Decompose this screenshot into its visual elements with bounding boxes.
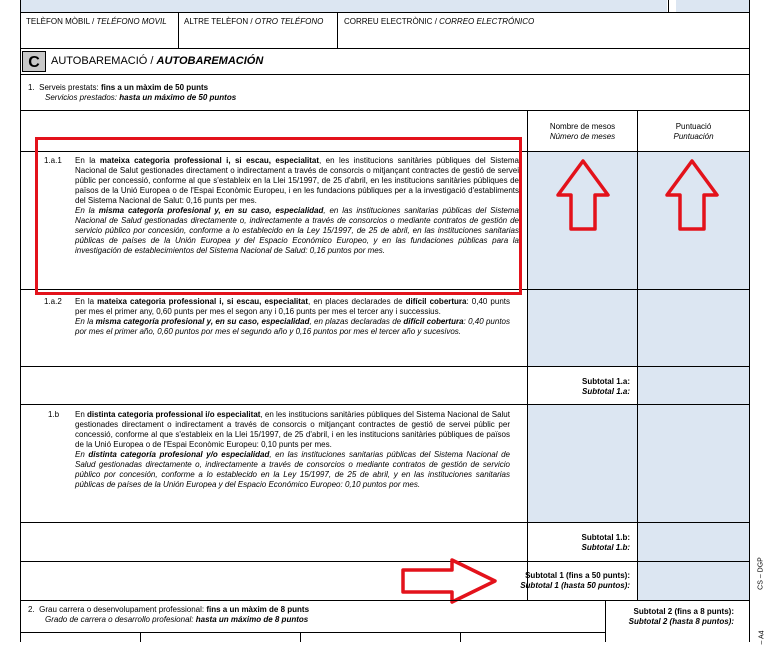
up-arrow-icon <box>555 158 611 232</box>
email-label: CORREU ELECTRÒNIC / CORREO ELECTRÓNICO <box>344 17 535 26</box>
subtotal-1-score-input[interactable] <box>638 562 749 600</box>
item2-heading: 2. Grau carrera o desenvolupament professional: fins a un màxim de 8 punts Grado de carrera o desarrollo profesional: hasta un máximo de 8 puntos <box>28 605 310 624</box>
mobile-phone-label: TELÈFON MÒBIL / TELÉFONO MOVIL <box>26 17 167 26</box>
right-arrow-icon <box>400 557 498 605</box>
row-1a2-score-input[interactable] <box>638 290 749 366</box>
score-column-header: Puntuació Puntuación <box>673 122 714 141</box>
months-column-header: Nombre de mesos Número de meses <box>549 122 616 141</box>
row-1b-months-input[interactable] <box>528 405 637 522</box>
section-header <box>20 49 750 75</box>
highlight-box <box>35 137 522 295</box>
row-1a1-text: En la mateixa categoria professional i, si escau, especialitat, en les institucions sanitàries públiques del Sistema Nacional de Salut gestionades directament o indirectament a través de consorcis o mitjançant contractes de gestió de servei públic per concessió, conforme al que s'estableix en la Llei 15/1997, de 25 d'abril, en les institucions sanitàries públiques de països de la Unió Europea o de l'Espai Econòmic Europeu, i en les fundacions públiques per a la investigació d'establiments del Sistema Nacional de Salut: 0,16 punts per mes. En la misma categoría profesional y, en su caso, especialidad, en las instituciones sanitarias públicas del Sistema Nacional de Salud gestionadas directamente o, indirectamente a través de consorcios o mediante contratos de gestión de servicio público por concesión, conforme a lo establecido en la Ley 15/1997, de 25 de abril, en las instituciones sanitarias públicas de países de la Unión Europea y del Espacio Económico Europeo, y en las fundaciones públicas para la investigación de establecimientos del Sistema Nacional de Salud: 0,16 puntos por mes. <box>75 156 519 255</box>
row-1b-text: En distinta categoria professional i/o especialitat, en les institucions sanitàries públiques del Sistema Nacional de Salut gestionades directament o indirectament a través de consorcis o mitjançant contractes de gestió de servei públic per concessió, conforme al que s'estableix en la Llei 15/1997, de 25 d'abril, i en les institucions sanitàries públiques de països de la Unió Europea o de l'Espai Econòmic Europeu: 0,10 punts per mes. En distinta categoría profesional y/o especialidad, en las instituciones sanitarias públicas del Sistema Nacional de Salud gestionadas directamente o, indirectamente a través de consorcios o mediante contratos de gestión de servicio público por concesión, conforme a lo establecido en la Ley 15/1997, de 25 de abril, y en las instituciones sanitarias públicas de países de la Unión Europea y del Espacio Económico Europeo: 0,10 puntos por mes. <box>75 410 510 489</box>
row-1a1-code: 1.a.1 <box>44 156 62 165</box>
row-1a2-text: En la mateixa categoria professional i, si escau, especialitat, en places declarades de difícil cobertura: 0,40 punts per mes el primer any, 0,60 punts per mes el segon any i 0,16 punts per mes el tercer any i successius. En la misma categoría profesional y, en su caso, especialidad, en plazas declaradas de difícil cobertura: 0,40 puntos por mes el primer año, 0,60 puntos por mes el segundo año y 0,16 puntos por mes el tercer año y sucesivos. <box>75 297 511 336</box>
margin-a4: – A4 <box>758 630 766 645</box>
other-phone-label: ALTRE TELÈFON / OTRO TELÉFONO <box>184 17 324 26</box>
row-1a2-code: 1.a.2 <box>44 297 62 306</box>
subtotal-1b-label: Subtotal 1.b: Subtotal 1.b: <box>581 533 630 552</box>
item1-heading: 1. Serveis prestats: fins a un màxim de 50 punts Servicios prestados: hasta un máximo de 50 puntos <box>28 83 237 102</box>
subtotal-2-label: Subtotal 2 (fins a 8 punts): Subtotal 2 (hasta 8 puntos): <box>628 607 734 626</box>
subtotal-1a-score-input[interactable] <box>638 367 749 404</box>
subtotal-1a-label: Subtotal 1.a: Subtotal 1.a: <box>581 377 630 396</box>
section-letter: C <box>22 51 46 72</box>
up-arrow-icon <box>664 158 720 232</box>
row-1a2-months-input[interactable] <box>528 290 637 366</box>
margin-code: CS – DGP <box>757 557 765 590</box>
subtotal-1b-score-input[interactable] <box>638 523 749 561</box>
subtotal-1-label: Subtotal 1 (fins a 50 punts): Subtotal 1 (hasta 50 puntos): <box>520 571 630 590</box>
row-1b-score-input[interactable] <box>638 405 749 522</box>
top-field-strip[interactable] <box>20 0 667 12</box>
top-field-strip-right[interactable] <box>676 0 749 12</box>
row-1b-code: 1.b <box>48 410 60 419</box>
section-title: AUTOBAREMACIÓ / AUTOBAREMACIÓN <box>51 55 264 67</box>
